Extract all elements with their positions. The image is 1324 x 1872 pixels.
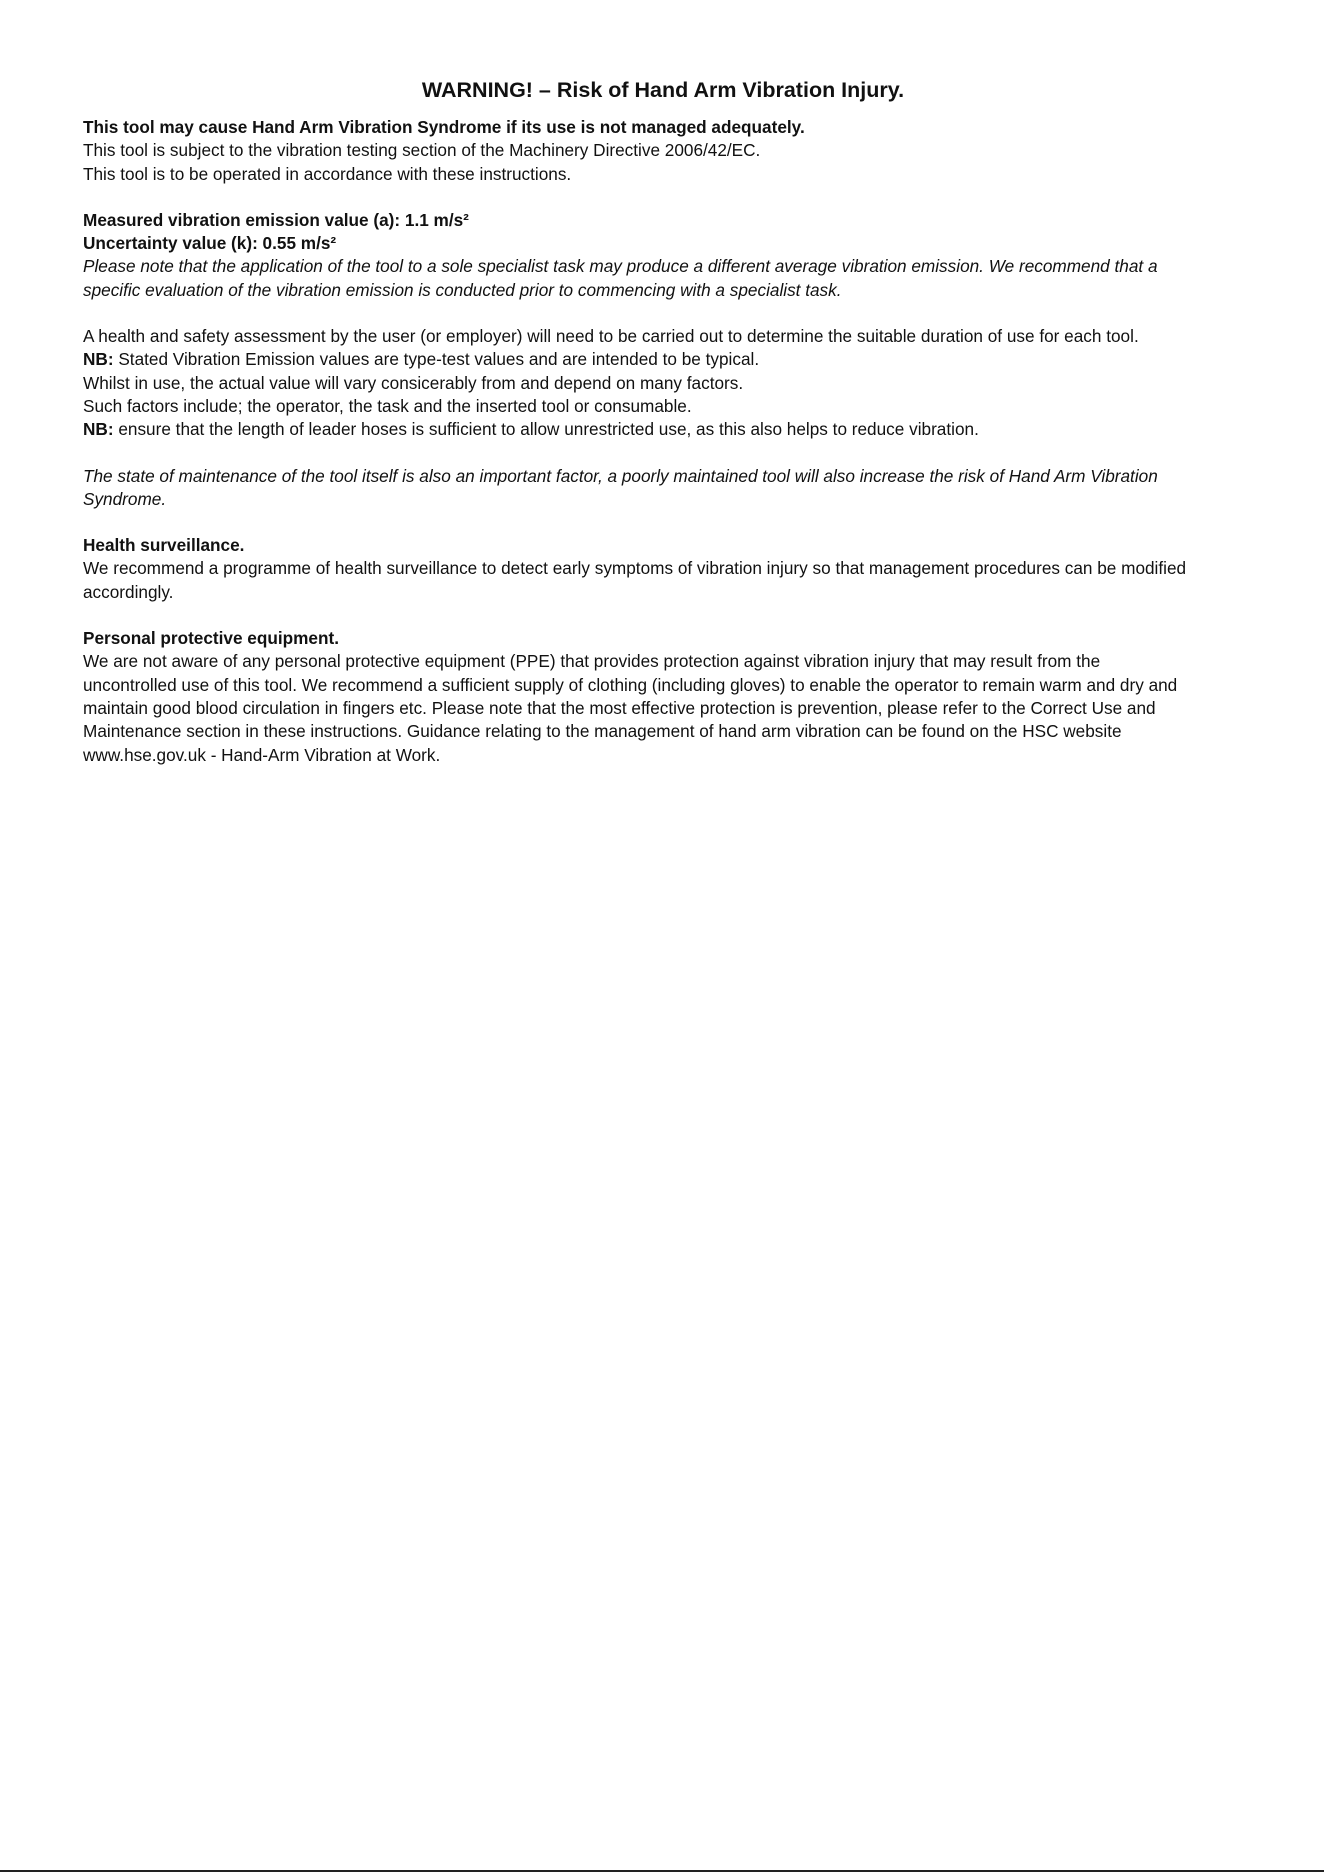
- spacer: [83, 186, 1243, 209]
- ppe-line: uncontrolled use of this tool. We recommend a sufficient supply of clothing (including gloves) to enable the operator to remain warm and dry and: [83, 674, 1178, 695]
- intro-line: This tool is subject to the vibration testing section of the Machinery Directive 2006/42/EC.: [83, 140, 761, 161]
- assessment-line: Whilst in use, the actual value will vary consicerably from and depend on many factors.: [83, 372, 744, 393]
- nb-text: Stated Vibration Emission values are type-test values and are intended to be typical.: [113, 349, 760, 370]
- intro-heading: This tool may cause Hand Arm Vibration Syndrome if its use is not managed adequately.: [83, 117, 805, 137]
- health-surveillance-section: [83, 534, 1243, 604]
- intro-line: This tool is to be operated in accordance with these instructions.: [83, 163, 572, 184]
- health-heading: Health surveillance.: [83, 535, 245, 556]
- intro-section: [83, 116, 1243, 186]
- nb-text: ensure that the length of leader hoses is sufficient to allow unrestricted use, as this also helps to reduce vibration.: [113, 419, 979, 440]
- maintenance-line: Syndrome.: [83, 488, 167, 509]
- ppe-section: [83, 627, 1243, 767]
- nb-label: NB:: [83, 419, 114, 440]
- spacer: [83, 604, 1243, 627]
- maintenance-section: [83, 465, 1243, 512]
- ppe-line: maintain good blood circulation in fingers etc. Please note that the most effective protection is prevention, please refer to the Correct Use and: [83, 697, 1156, 718]
- page-title: WARNING! – Risk of Hand Arm Vibration Injury.: [421, 78, 905, 102]
- measurements-section: [83, 209, 1243, 302]
- assessment-line: Such factors include; the operator, the task and the inserted tool or consumable.: [83, 395, 692, 416]
- document-body: [83, 76, 1243, 767]
- ppe-line: We are not aware of any personal protective equipment (PPE) that provides protection against vibration injury that may result from the: [83, 651, 1101, 672]
- health-line: accordingly.: [83, 581, 174, 602]
- specialist-task-note: specific evaluation of the vibration emission is conducted prior to commencing with a specialist task.: [83, 279, 842, 300]
- spacer: [83, 442, 1243, 465]
- specialist-task-note: Please note that the application of the tool to a sole specialist task may produce a different average vibration emission. We recommend that a: [83, 256, 1158, 277]
- assessment-section: [83, 325, 1243, 441]
- nb-note: [83, 418, 1243, 441]
- health-line: We recommend a programme of health surveillance to detect early symptoms of vibration injury so that management procedures can be modified: [83, 558, 1187, 579]
- assessment-line: A health and safety assessment by the user (or employer) will need to be carried out to determine the suitable duration of use for each tool.: [83, 326, 1139, 347]
- maintenance-line: The state of maintenance of the tool itself is also an important factor, a poorly maintained tool will also increase the risk of Hand Arm Vibration: [83, 465, 1158, 486]
- uncertainty-value: Uncertainty value (k): 0.55 m/s²: [83, 233, 337, 254]
- ppe-heading: Personal protective equipment.: [83, 628, 339, 649]
- spacer: [83, 302, 1243, 325]
- nb-note: [83, 348, 1243, 371]
- spacer: [83, 511, 1243, 534]
- ppe-line: Maintenance section in these instructions. Guidance relating to the management of hand arm vibration can be found on the HSC website: [83, 721, 1122, 742]
- nb-label: NB:: [83, 349, 114, 370]
- ppe-line: www.hse.gov.uk - Hand-Arm Vibration at Work.: [83, 744, 441, 765]
- emission-value: Measured vibration emission value (a): 1.1 m/s²: [83, 209, 469, 230]
